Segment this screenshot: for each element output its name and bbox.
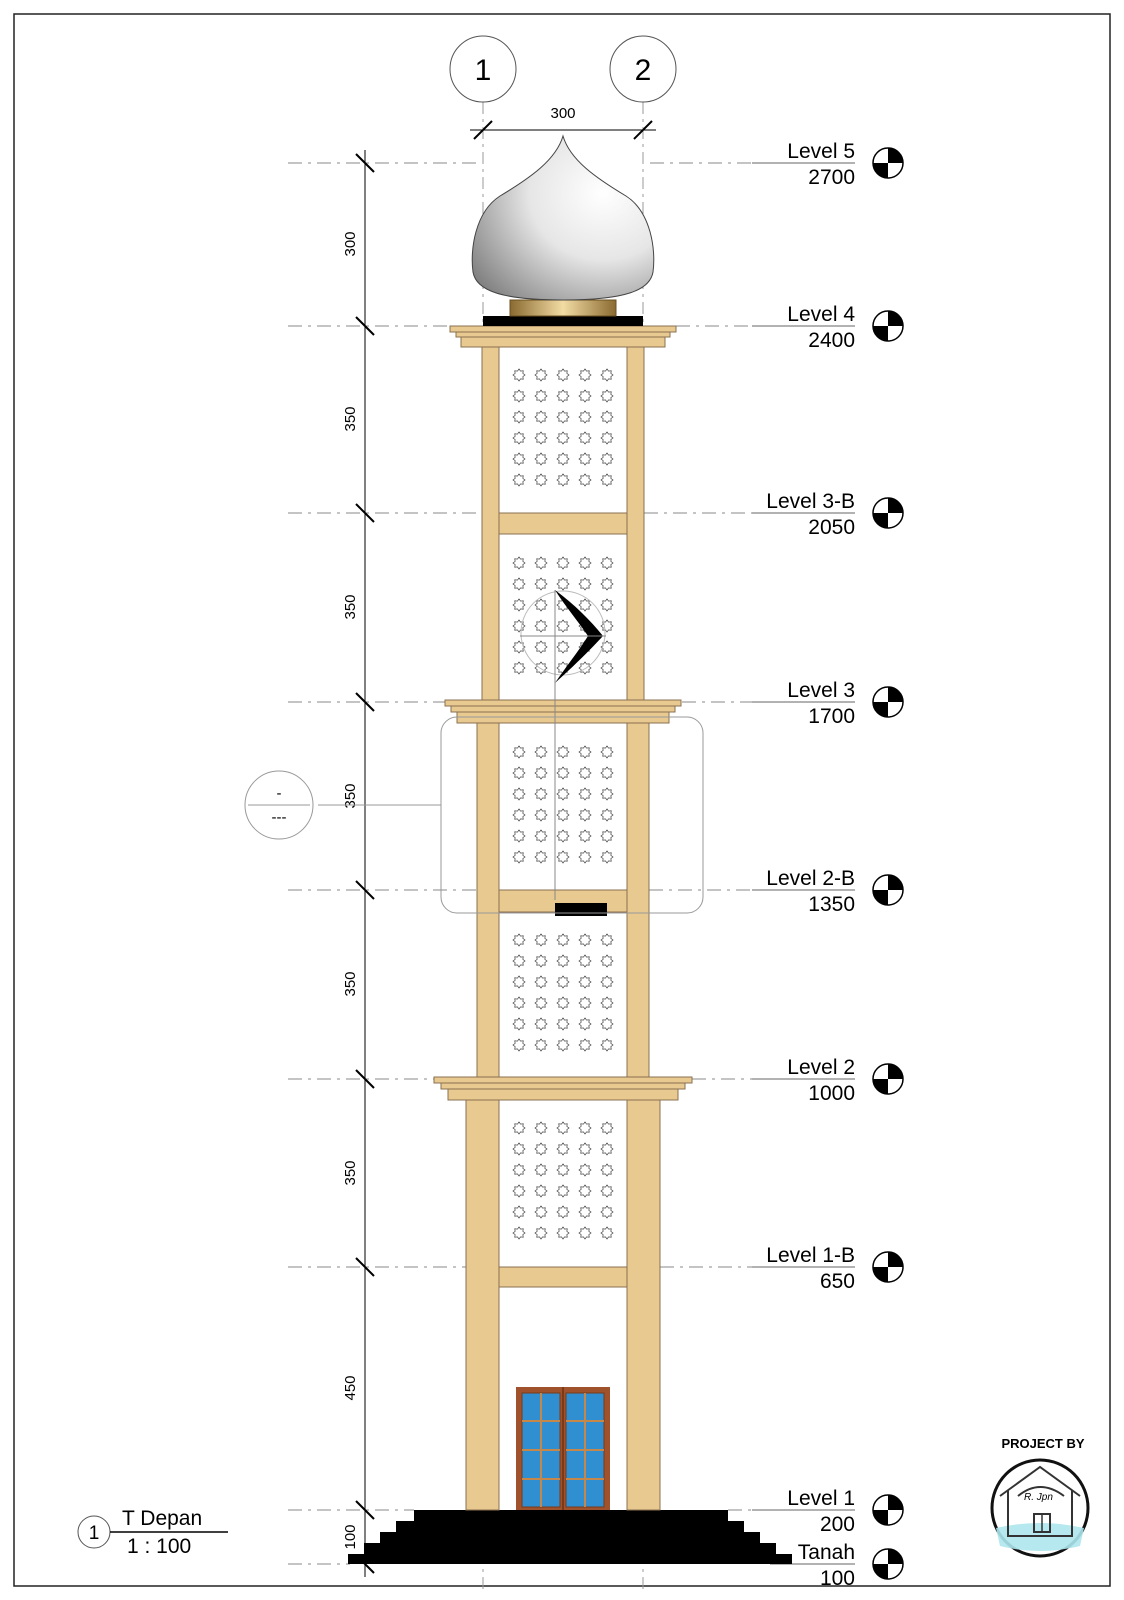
level-elevation: 2400: [808, 329, 855, 352]
level-target-icon: [873, 1252, 903, 1282]
level-elevation: 1700: [808, 705, 855, 728]
level-target-icon: [873, 875, 903, 905]
level-elevation: 650: [819, 1270, 855, 1293]
cornice-level-3: [445, 700, 681, 723]
grid-label-1: 1: [474, 54, 492, 87]
level-name: Level 3: [787, 679, 855, 702]
stepped-base: [348, 1510, 792, 1564]
project-logo: [992, 1436, 1088, 1556]
cornice-level-4: [450, 326, 676, 347]
level-head-level-4[interactable]: [787, 303, 903, 352]
level-name: Level 1-B: [766, 1244, 855, 1267]
level-name: Level 4: [787, 303, 855, 326]
cornice-level-2: [434, 1077, 692, 1100]
top-dimension-value: 300: [550, 105, 576, 122]
level-head-level-3-b[interactable]: [766, 490, 903, 539]
grid-bubble-2[interactable]: [610, 36, 676, 102]
level-name: Level 1: [787, 1487, 855, 1510]
dimension-value: 450: [342, 1375, 359, 1401]
level-elevation: 2050: [808, 516, 855, 539]
logo-signature: R. Jpn: [1024, 1492, 1053, 1503]
dimension-value: 100: [342, 1524, 359, 1550]
level-target-icon: [873, 1495, 903, 1525]
section-tag-bottom: ---: [271, 809, 287, 826]
level-head-level-1[interactable]: [787, 1487, 903, 1536]
level-target-icon: [873, 311, 903, 341]
level-elevation: 1000: [808, 1082, 855, 1105]
dimension-value: 300: [342, 231, 359, 257]
level-target-icon: [873, 498, 903, 528]
level-elevation: 2700: [808, 166, 855, 189]
section-tag[interactable]: [245, 771, 313, 839]
level-target-icon: [873, 1549, 903, 1579]
vertical-dimension-chain[interactable]: [356, 150, 374, 1577]
level-name: Tanah: [797, 1541, 855, 1564]
level-head-level-3[interactable]: [787, 679, 903, 728]
level-target-icon: [873, 687, 903, 717]
level-elevation: 1350: [808, 893, 855, 916]
minaret-tower[interactable]: [348, 136, 792, 1564]
grid-label-2: 2: [634, 54, 652, 87]
level-name: Level 2: [787, 1056, 855, 1079]
grid-bubble-1[interactable]: [450, 36, 516, 102]
view-scale: 1 : 100: [127, 1535, 192, 1558]
view-name: T Depan: [122, 1507, 203, 1530]
level-head-level-5[interactable]: [787, 140, 903, 189]
dimension-value: 350: [342, 971, 359, 997]
level-elevation: 100: [819, 1567, 855, 1590]
level-target-icon: [873, 148, 903, 178]
level-head-level-2[interactable]: [787, 1056, 903, 1105]
dimension-value: 350: [342, 783, 359, 809]
level-head-tanah[interactable]: [798, 1541, 903, 1590]
dimension-value: 350: [342, 594, 359, 620]
level-elevation: 200: [819, 1513, 855, 1536]
level-head-level-1-b[interactable]: [766, 1244, 903, 1293]
view-title[interactable]: [78, 1507, 228, 1558]
project-by-label: PROJECT BY: [1001, 1436, 1085, 1451]
dimension-value: 350: [342, 1160, 359, 1186]
level-name: Level 2-B: [766, 867, 855, 890]
level-name: Level 3-B: [766, 490, 855, 513]
level-heads: [766, 140, 903, 1590]
entrance-door[interactable]: [516, 1387, 610, 1510]
level-target-icon: [873, 1064, 903, 1094]
level-head-level-2-b[interactable]: [766, 867, 903, 916]
section-tag-top: -: [276, 785, 282, 802]
level-name: Level 5: [787, 140, 855, 163]
onion-dome: [472, 136, 654, 326]
view-number: 1: [88, 1523, 100, 1544]
dimension-value: 350: [342, 406, 359, 432]
